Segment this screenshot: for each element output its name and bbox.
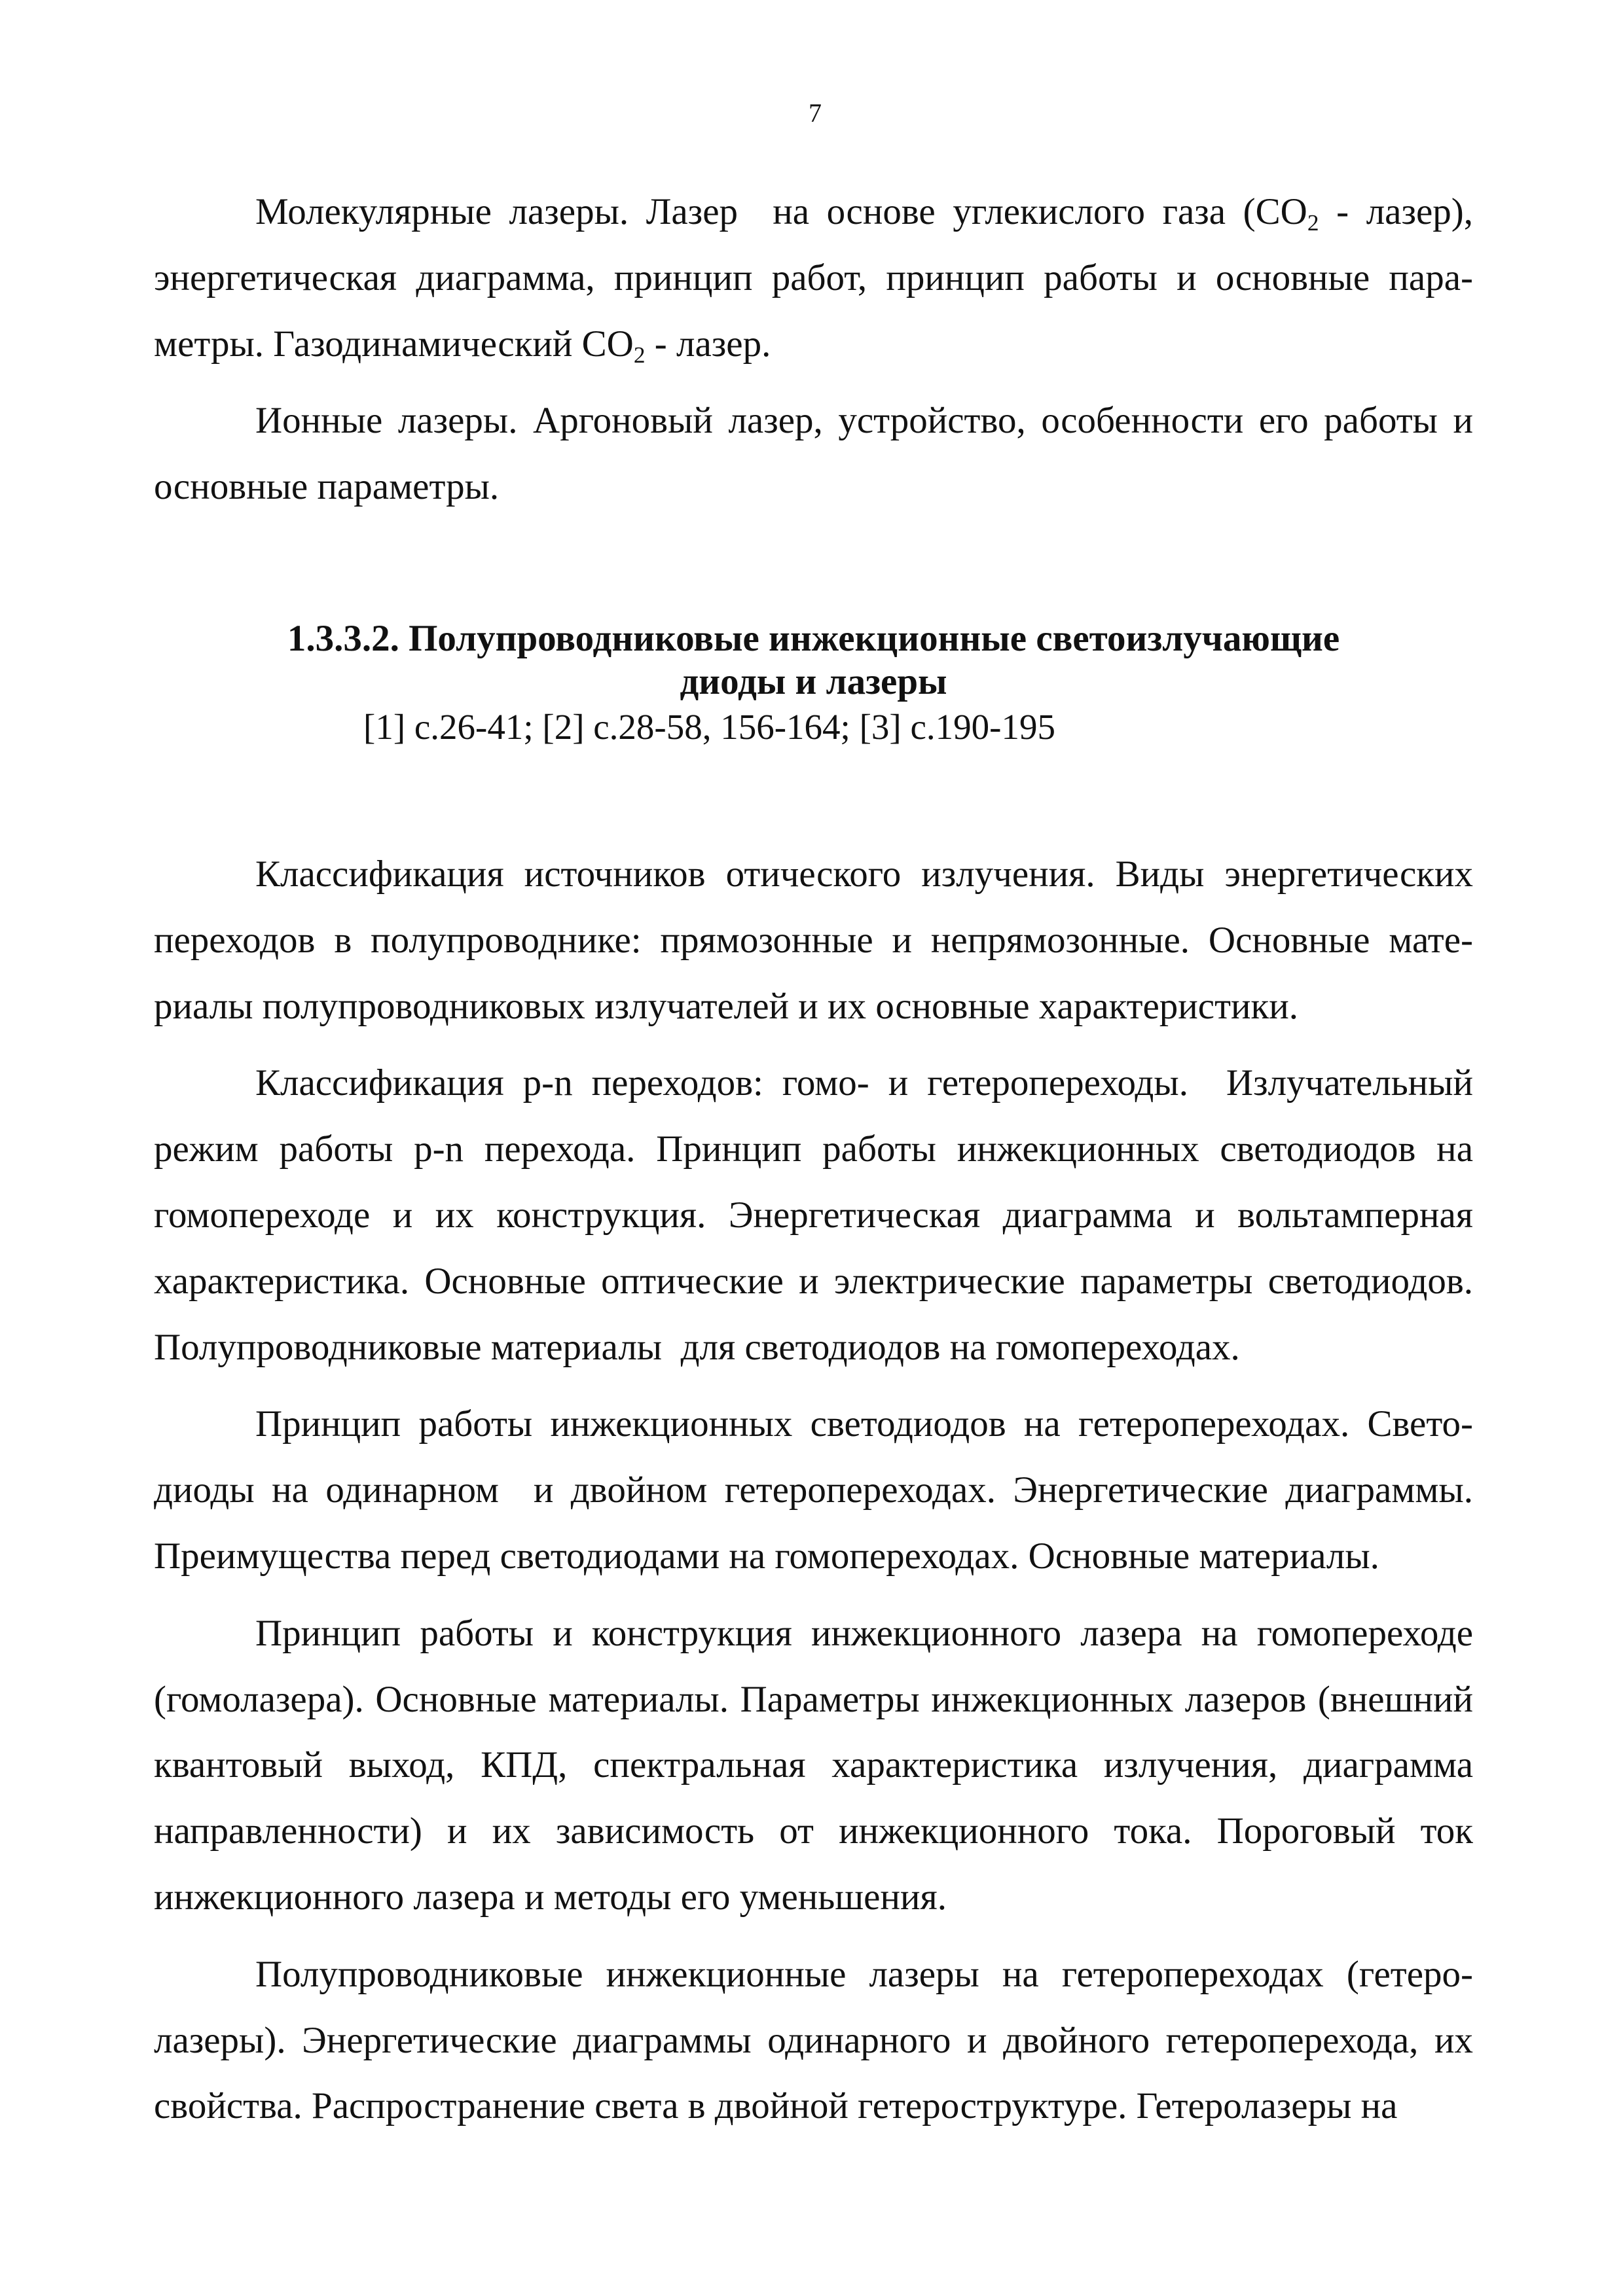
paragraph-classification-sources: Классификация источников отического излучения. Виды энергетических переходов в полупроводнике: прямозонные и непрямозонные. Основные материалы полупроводниковых излучателей и их основные характеристики. bbox=[154, 853, 1473, 1027]
paragraph-ion-lasers: Ионные лазеры. Аргоновый лазер, устройство, особенности его работы и основные параметры. bbox=[154, 400, 1473, 508]
page-body bbox=[154, 179, 1473, 2140]
section-heading-line-2: диоды и лазеры bbox=[680, 660, 947, 702]
paragraph-homojunction-laser: Принцип работы и конструкция инжекционного лазера на гомопереходе (гомолазера). Основные материалы. Параметры инжекционных лазеров (внешний квантовый выход, КПД, спектральная характеристика излучения, диаграмма направленности) и их зависимость от инжекционного тока. Пороговый ток инжекционного лазера и методы его уменьшения. bbox=[154, 1612, 1473, 1918]
paragraph-heterojunction-leds: Принцип работы инжекционных светодиодов на гетеропереходах. Светодиоды на одинарном и двойном гетеропереходах. Энергетические диаграммы. Преимущества перед светодиодами на гомопереходах. Основные материалы. bbox=[154, 1403, 1473, 1577]
paragraph-molecular-lasers: Молекулярные лазеры. Лазер на основе углекислого газа ($СО_2$ - лазер), энергетическая диаграмма, принцип работ, принцип работы и основные параметры. Газодинамический $СО_2$ - лазер. bbox=[154, 191, 1474, 368]
paragraph-pn-junctions: Классификация p-n переходов: гомо- и гетеропереходы. Излучательный режим работы p-n перехода. Принцип работы инжекционных светодиодов на гомопереходе и их конструкция. Энергетическая диаграмма и вольтамперная характеристика. Основные оптические и электрические параметры светодиодов. Полупроводниковые материалы для светодиодов на гомопереходах. bbox=[154, 1062, 1473, 1368]
section-heading bbox=[154, 617, 1473, 704]
section-heading-line-1: 1.3.3.2. Полупроводниковые инжекционные светоизлучающие bbox=[287, 617, 1340, 659]
section-references: [1] с.26-41; [2] с.28-58, 156-164; [3] с.190-195 bbox=[363, 706, 1055, 747]
paragraph-heterolasers: Полупроводниковые инжекционные лазеры на гетеропереходах (гетеролазеры). Энергетические диаграммы одинарного и двойного гетероперехода, их свойства. Распространение света в двойной гетероструктуре. Гетеролазеры на bbox=[154, 1953, 1473, 2127]
page-number: 7 bbox=[809, 98, 822, 128]
